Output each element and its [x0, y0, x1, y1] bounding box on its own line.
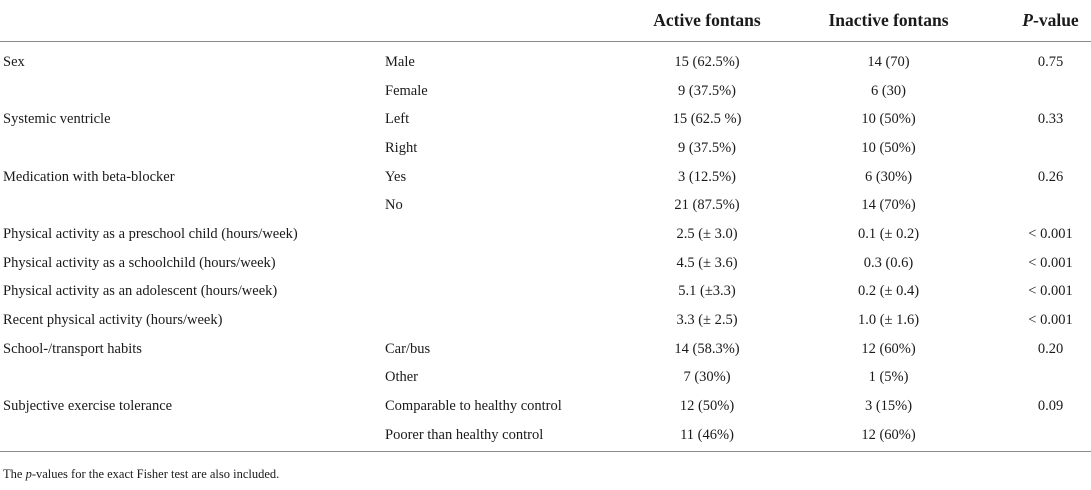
cell-p-value: [988, 191, 1091, 220]
cell-category: No: [385, 197, 403, 214]
cell-inactive: 3 (15%): [864, 398, 913, 415]
table-row: [0, 42, 1091, 77]
cell-variable: [0, 421, 385, 452]
cell-category: Comparable to healthy control: [385, 398, 562, 415]
cell-active: 9 (37.5%): [678, 139, 736, 156]
cell-variable: Recent physical activity (hours/week): [3, 312, 223, 329]
cell-inactive: 0.3 (0.6): [863, 254, 914, 271]
table-body: [0, 42, 1091, 452]
table-row: [0, 191, 1091, 220]
cell-active: 3.3 (± 2.5): [676, 312, 738, 329]
cell-category: Right: [385, 139, 418, 156]
cell-active: 5.1 (±3.3): [678, 283, 736, 300]
header-inactive-fontans: Inactive fontans: [789, 0, 988, 42]
cell-inactive: 14 (70): [867, 53, 910, 70]
cell-category: Other: [385, 369, 419, 386]
table-row: [0, 77, 1091, 106]
cell-category: Car/bus: [385, 340, 431, 357]
cell-category: Poorer than healthy control: [385, 421, 625, 452]
cell-category: [385, 278, 625, 307]
header-p-value: [988, 0, 1091, 42]
table-row: [0, 421, 1091, 452]
table-row: [0, 392, 1091, 421]
header-row: [0, 0, 1091, 42]
cell-p-value: [988, 421, 1091, 452]
cell-p-value: < 0.001: [1028, 283, 1073, 300]
table-row: [0, 249, 1091, 278]
header-category: [385, 0, 625, 42]
table-row: [0, 163, 1091, 192]
header-active-fontans: Active fontans: [625, 0, 789, 42]
cell-variable: Medication with beta-blocker: [3, 168, 175, 185]
cell-category: Female: [385, 82, 428, 99]
cell-variable: Physical activity as an adolescent (hours/week): [3, 283, 278, 300]
cell-p-value: [988, 364, 1091, 393]
cell-active: 14 (58.3%): [674, 340, 740, 357]
cell-inactive: 1.0 (± 1.6): [857, 312, 920, 329]
cell-p-value: 0.26: [1037, 168, 1064, 185]
cell-inactive: 10 (50%): [861, 139, 916, 156]
header-p-italic: P: [1022, 10, 1033, 30]
cell-inactive: 12 (60%): [861, 340, 916, 357]
cell-p-value: 0.75: [1037, 53, 1064, 70]
cell-p-value: 0.09: [1037, 398, 1064, 415]
cell-inactive: 6 (30): [870, 82, 907, 99]
cell-active: 3 (12.5%): [678, 168, 736, 185]
table-row: [0, 134, 1091, 163]
cell-inactive: 10 (50%): [861, 111, 916, 128]
cell-p-value: < 0.001: [1028, 225, 1073, 242]
cell-active: 15 (62.5 %): [672, 111, 742, 128]
cell-category: [385, 249, 625, 278]
cell-active: 4.5 (± 3.6): [676, 254, 738, 271]
table-row: [0, 220, 1091, 249]
cell-category: [385, 306, 625, 335]
table-row: [0, 335, 1091, 364]
footnote-post: -values for the exact Fisher test are also included.: [31, 467, 280, 481]
cell-active: 15 (62.5%): [674, 53, 740, 70]
cell-active: 2.5 (± 3.0): [676, 225, 738, 242]
table-row: [0, 105, 1091, 134]
cell-inactive: 6 (30%): [864, 168, 913, 185]
cell-active: 11 (46%): [625, 421, 789, 452]
table-footnote: [3, 467, 279, 482]
cell-active: 12 (50%): [679, 398, 735, 415]
cell-variable: School-/transport habits: [3, 340, 142, 357]
cell-inactive: 1 (5%): [868, 369, 909, 386]
cell-p-value: [988, 134, 1091, 163]
header-p-rest: -value: [1033, 10, 1079, 30]
cell-variable: [0, 191, 385, 220]
cell-variable: [0, 364, 385, 393]
table-row: [0, 306, 1091, 335]
cell-variable: Systemic ventricle: [3, 111, 111, 128]
cell-variable: Subjective exercise tolerance: [3, 398, 173, 415]
cell-active: 21 (87.5%): [674, 197, 740, 214]
cell-inactive: 14 (70%): [861, 197, 916, 214]
cell-variable: Physical activity as a preschool child (hours/week): [3, 225, 298, 242]
header-variable: [0, 0, 385, 42]
cell-category: Yes: [385, 168, 407, 185]
table-row: [0, 278, 1091, 307]
cell-variable: [0, 134, 385, 163]
footnote-p-italic: p: [25, 467, 32, 481]
cell-inactive: 12 (60%): [789, 421, 988, 452]
cell-category: Left: [385, 111, 410, 128]
cell-p-value: 0.20: [1037, 340, 1064, 357]
cell-variable: Physical activity as a schoolchild (hours/week): [3, 254, 276, 271]
cell-category: [385, 220, 625, 249]
cell-category: Male: [385, 53, 415, 70]
cell-p-value: 0.33: [1037, 111, 1064, 128]
cell-active: 7 (30%): [683, 369, 731, 386]
cell-p-value: < 0.001: [1028, 312, 1073, 329]
cell-active: 9 (37.5%): [678, 82, 736, 99]
cell-inactive: 0.1 (± 0.2): [857, 225, 920, 242]
cell-inactive: 0.2 (± 0.4): [857, 283, 920, 300]
table-row: [0, 364, 1091, 393]
cell-p-value: < 0.001: [1028, 254, 1073, 271]
cell-variable: Sex: [3, 53, 25, 70]
footnote-pre: The: [3, 467, 26, 481]
cell-p-value: [988, 77, 1091, 106]
cell-variable: [0, 77, 385, 106]
